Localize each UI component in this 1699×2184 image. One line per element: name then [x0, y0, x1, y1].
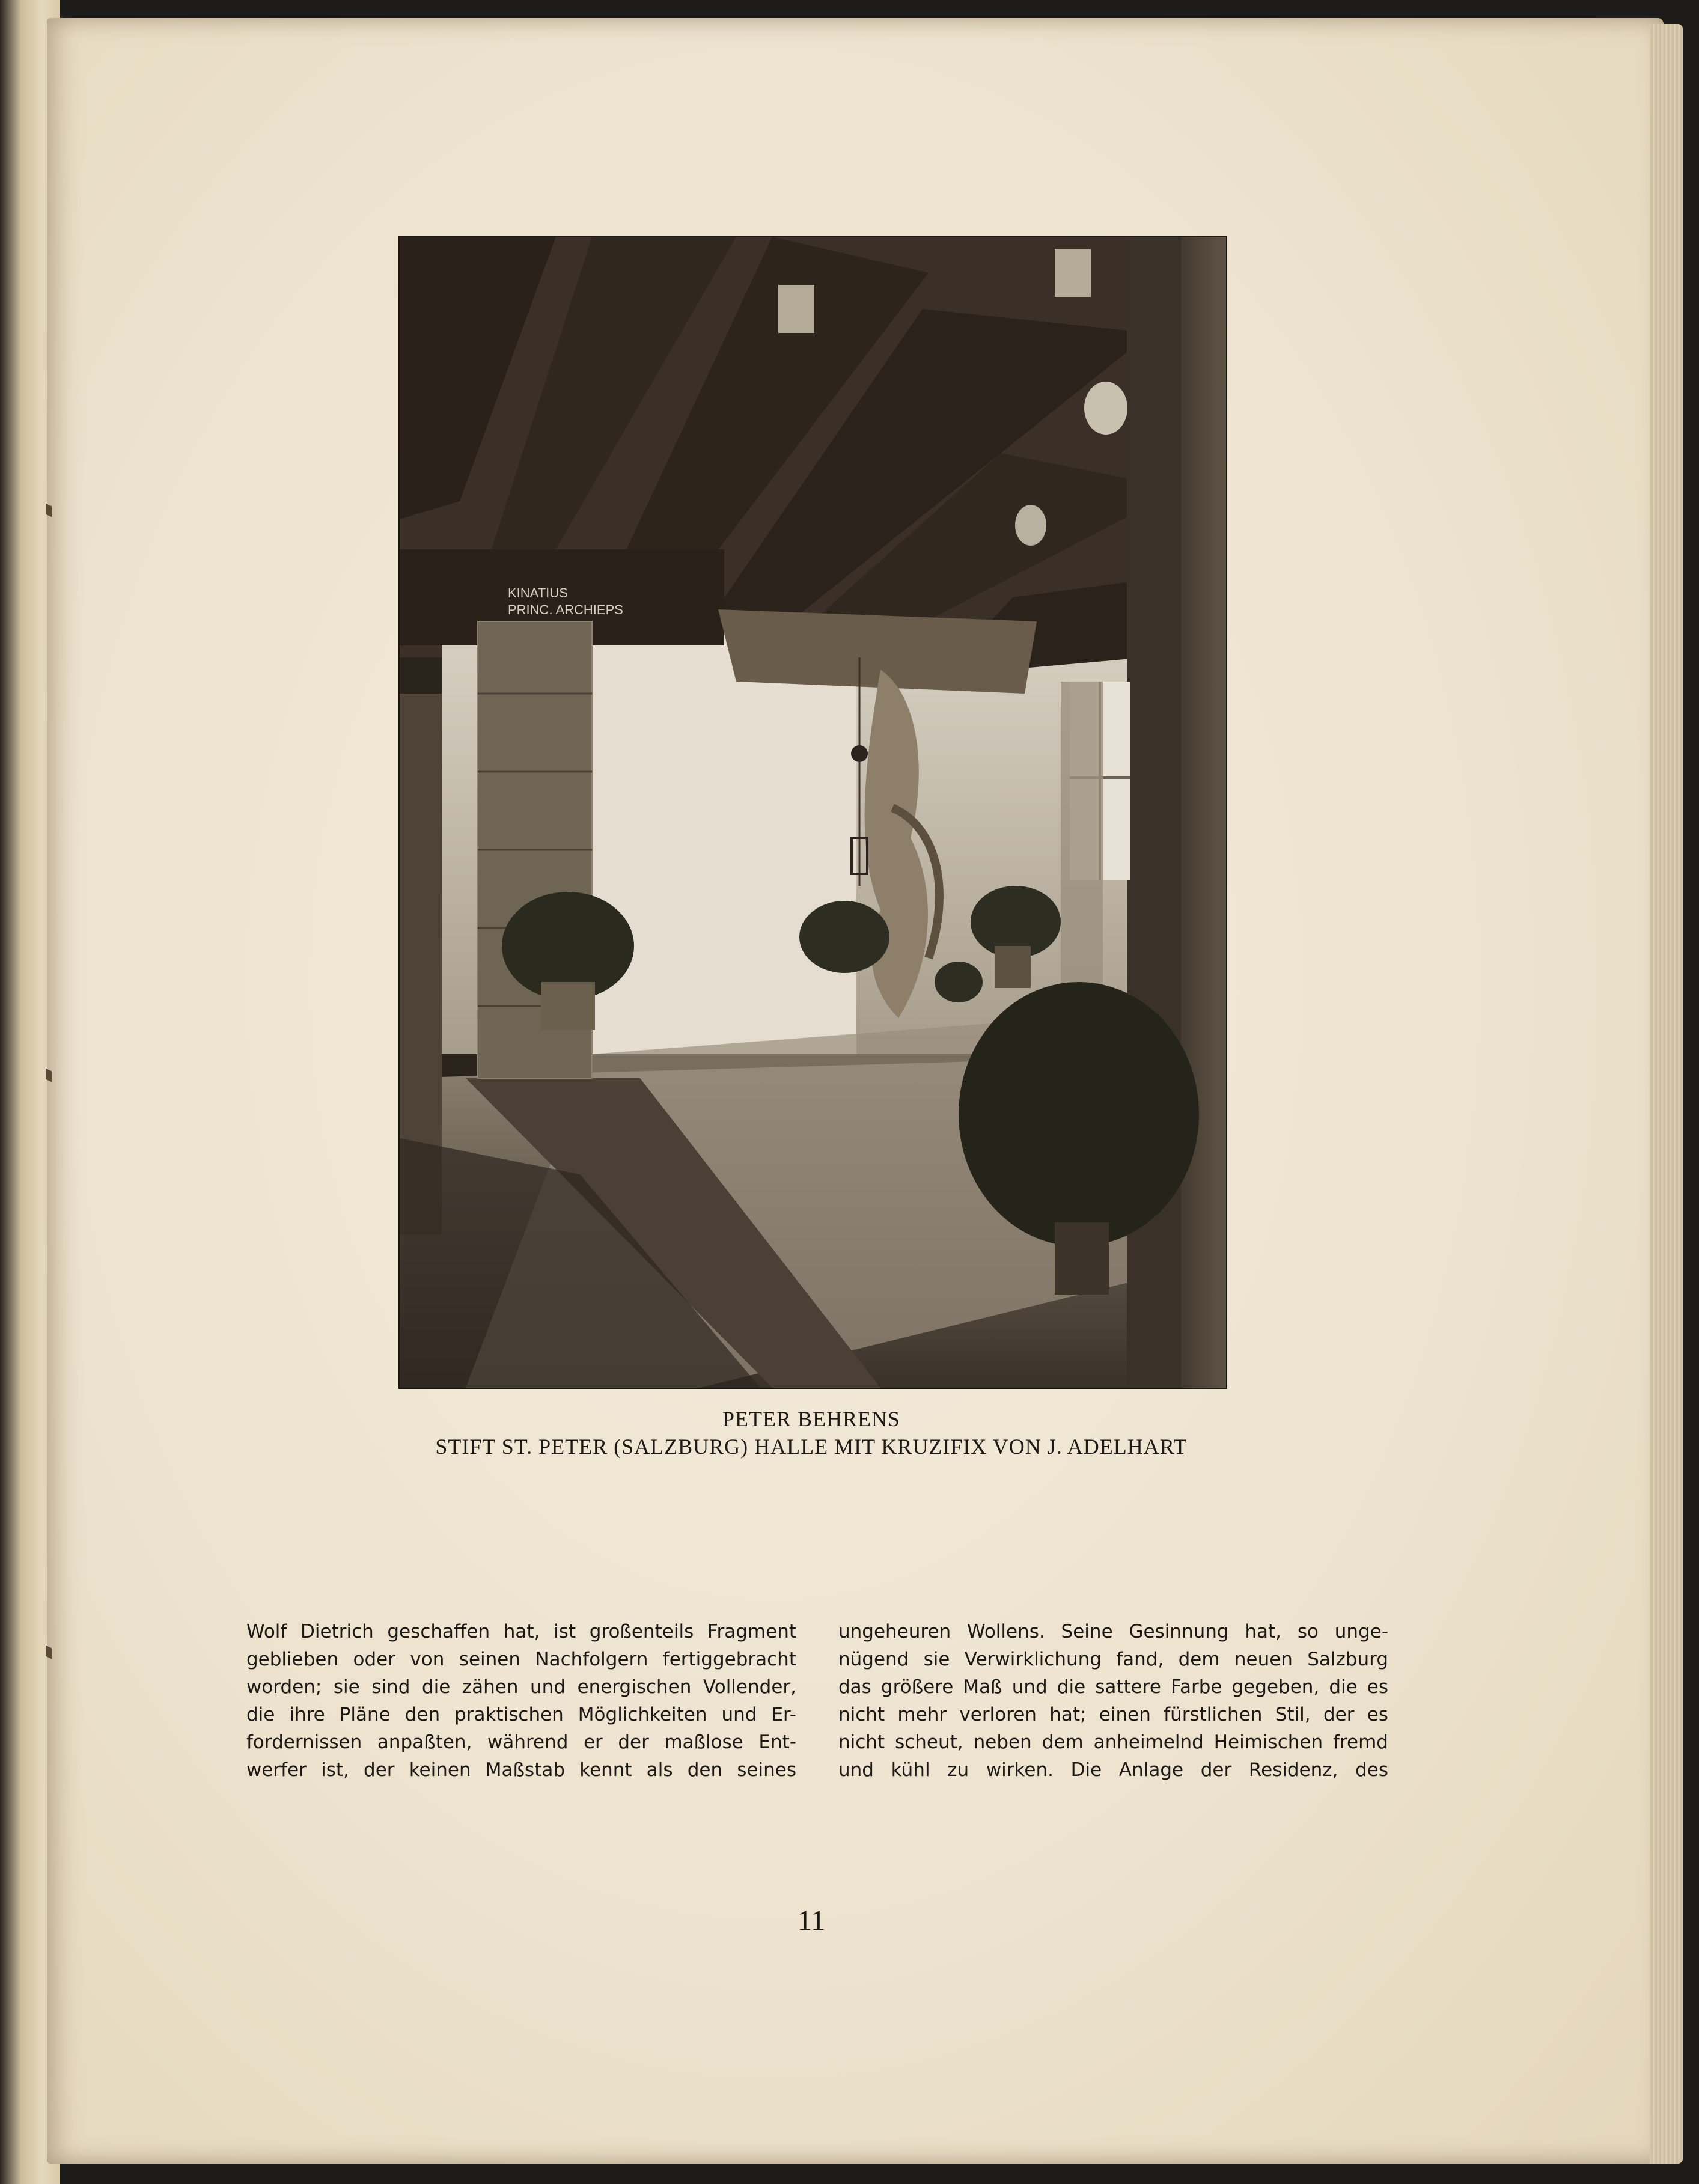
text-line: nicht scheut, neben dem anheimelnd Heimischen fremd [838, 1731, 1388, 1753]
text-line: die ihre Pläne den praktischen Möglichkeiten und Er- [246, 1704, 796, 1725]
hall-photograph-image [400, 237, 1226, 1388]
text-line: nügend sie Verwirklichung fand, dem neuen Salzburg [838, 1649, 1388, 1670]
text-line: geblieben oder von seinen Nachfolgern fertiggebracht [246, 1649, 796, 1670]
photo-caption-title: STIFT ST. PETER (SALZBURG) HALLE MIT KRUZIFIX VON J. ADELHART [435, 1435, 1188, 1459]
text-line: worden; sie sind die zähen und energischen Vollender, [246, 1676, 796, 1698]
page-number: 11 [797, 1905, 826, 1936]
page-stack-edge [1650, 24, 1683, 2164]
hall-photograph [400, 237, 1226, 1388]
text-line: ungeheuren Wollens. Seine Gesinnung hat, so unge- [838, 1621, 1388, 1643]
text-line: fordernissen anpaßten, während er der maßlose Ent- [246, 1731, 796, 1753]
text-line: nicht mehr verloren hat; einen fürstlichen Stil, der es [838, 1704, 1388, 1725]
text-line: und kühl zu wirken. Die Anlage der Residenz, des [838, 1759, 1388, 1781]
photo-caption-artist: PETER BEHRENS [722, 1407, 901, 1431]
beam-inscription: PRINC. ARCHIEPS [508, 602, 623, 617]
text-line: das größere Maß und die sattere Farbe gegeben, die es [838, 1676, 1388, 1698]
text-column-right [838, 1618, 1388, 1784]
text-line: Wolf Dietrich geschaffen hat, ist großenteils Fragment [246, 1621, 796, 1643]
text-line: werfer ist, der keinen Maßstab kennt als den seines [246, 1759, 796, 1781]
text-column-left [246, 1618, 796, 1784]
beam-inscription: KINATIUS [508, 585, 568, 600]
